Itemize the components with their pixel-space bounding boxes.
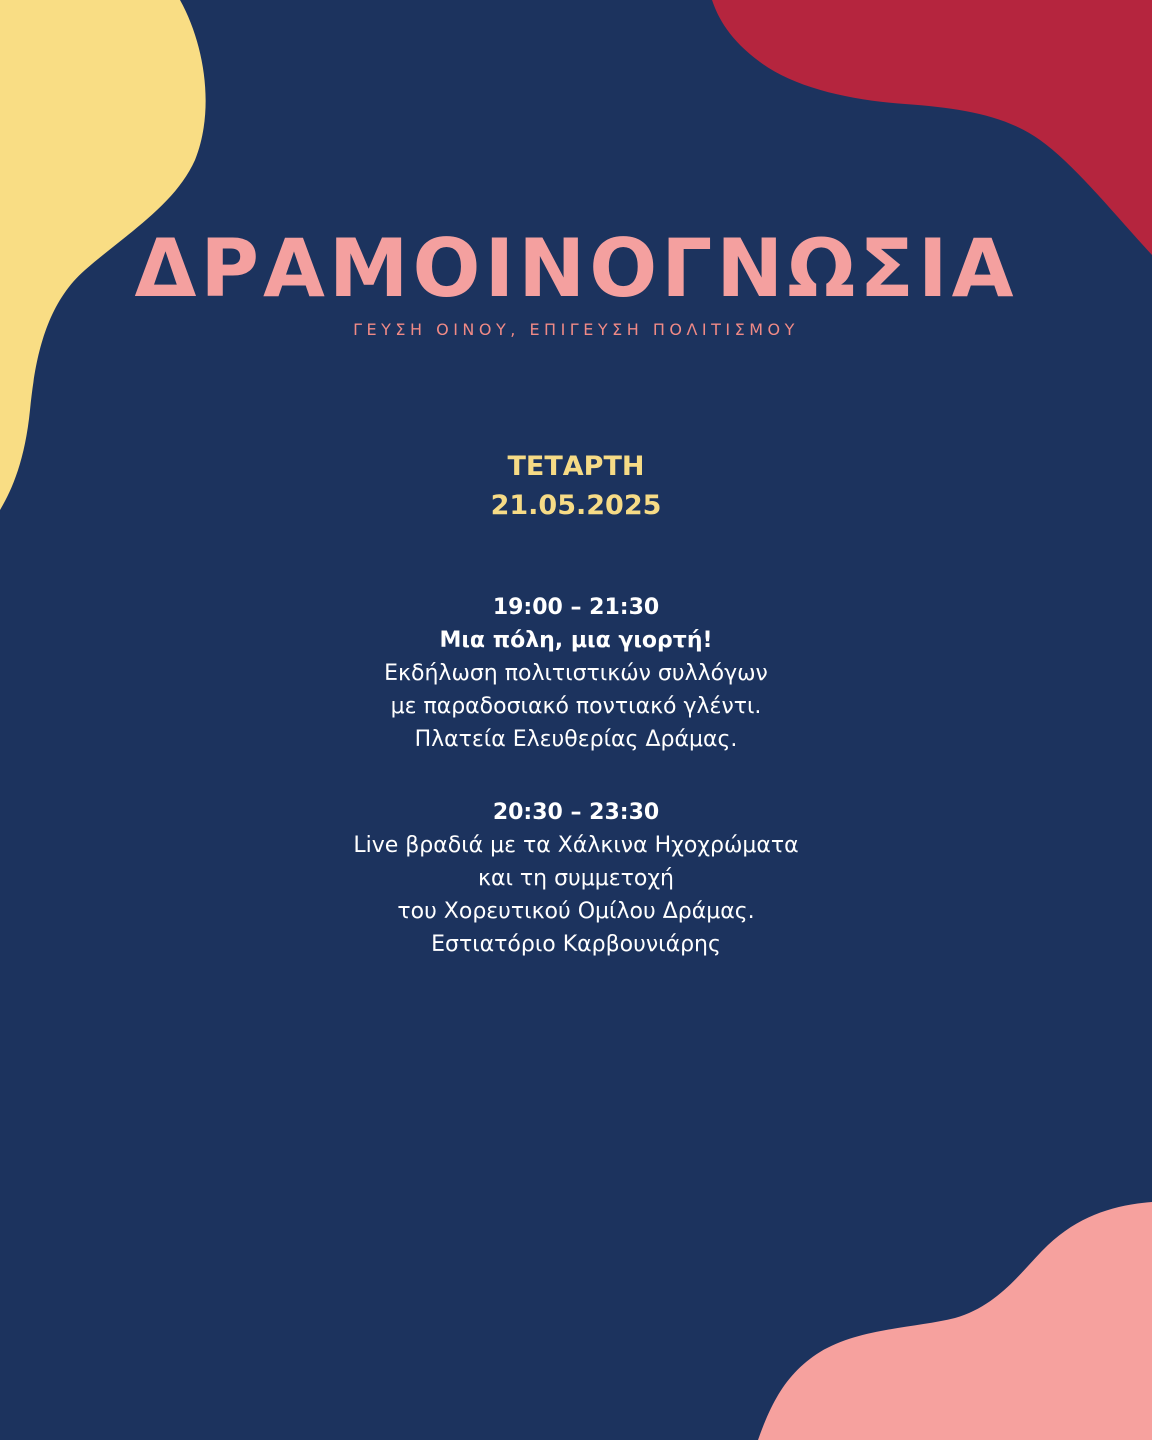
event-tagline: ΓΕΥΣΗ ΟΙΝΟΥ, ΕΠΙΓΕΥΣΗ ΠΟΛΙΤΙΣΜΟΥ — [353, 320, 799, 339]
event-location: Πλατεία Ελευθερίας Δράμας. — [414, 727, 738, 752]
event-description-line: με παραδοσιακό ποντιακό γλέντι. — [390, 694, 762, 719]
event-description-line: Εκδήλωση πολιτιστικών συλλόγων — [384, 661, 768, 686]
event-description-line: και τη συμμετοχή — [477, 866, 674, 891]
schedule-item — [0, 591, 1152, 756]
event-time: 20:30 – 23:30 — [492, 800, 660, 825]
event-description-line: Live βραδιά με τα Χάλκινα Ηχοχρώματα — [353, 833, 799, 858]
event-title: ΔΡΑΜΟΙΝΟΓΝΩΣΙΑ — [134, 222, 1018, 315]
date-label: 21.05.2025 — [490, 490, 662, 521]
date-block — [0, 447, 1152, 525]
event-description-line: του Χορευτικού Ομίλου Δράμας. — [397, 899, 755, 924]
weekday-label: ΤΕΤΑΡΤΗ — [507, 451, 645, 482]
schedule-item — [0, 796, 1152, 961]
event-time: 19:00 – 21:30 — [492, 595, 660, 620]
event-name: Μια πόλη, μια γιορτή! — [439, 628, 713, 653]
event-location: Εστιατόριο Καρβουνιάρης — [431, 932, 721, 957]
